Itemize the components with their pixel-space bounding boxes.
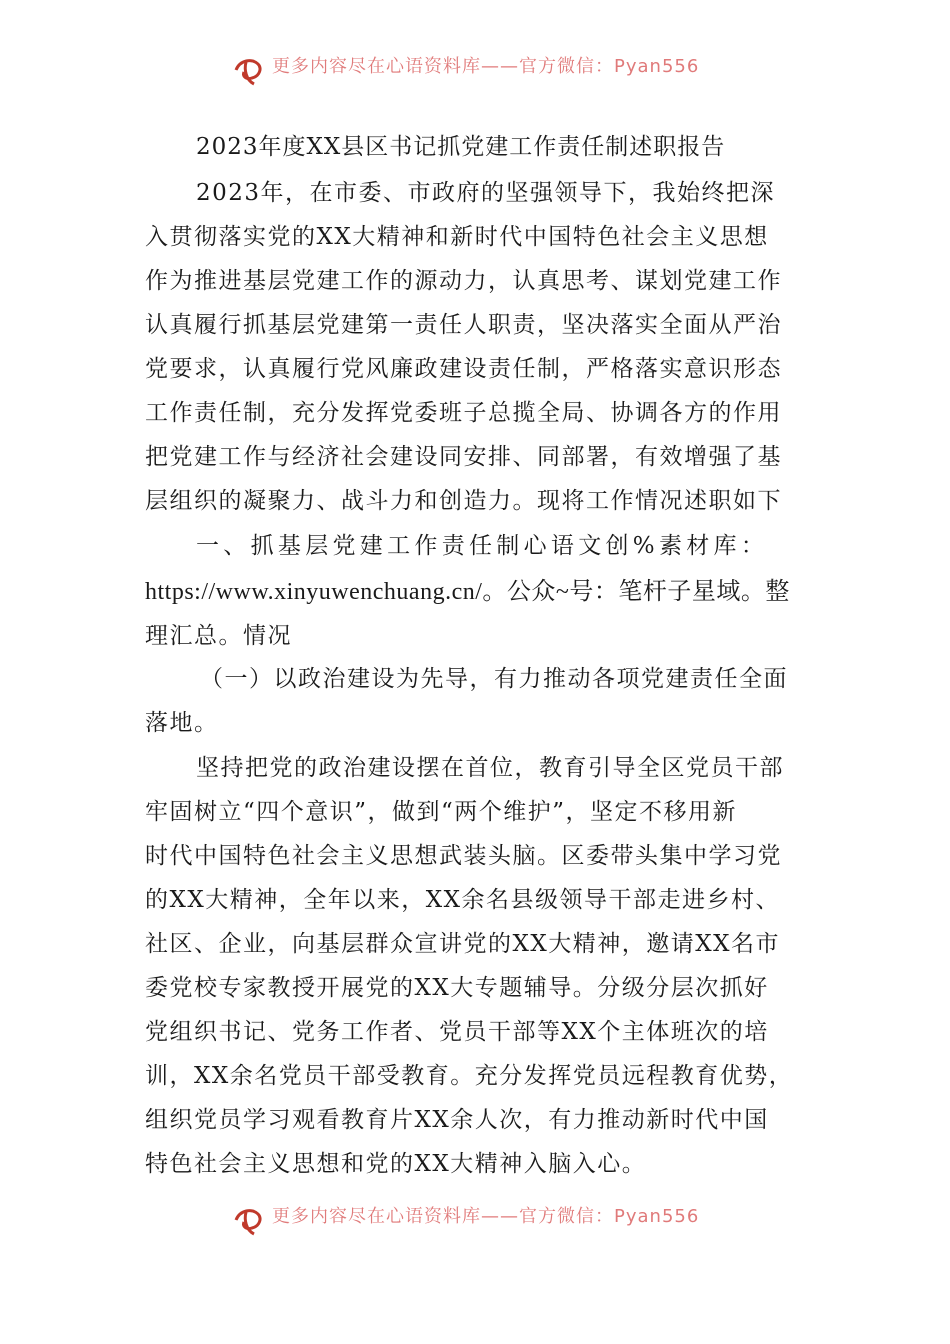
paragraph-line: 组织党员学习观看教育片XX余人次，有力推动新时代中国 xyxy=(145,1107,769,1133)
logo-icon xyxy=(232,56,266,86)
paragraph-line: 社区、企业，向基层群众宣讲党的XX大精神，邀请XX名市 xyxy=(145,931,780,957)
paragraph-line: 认真履行抓基层党建第一责任人职责，坚决落实全面从严治 xyxy=(145,312,782,338)
paragraph-line: 特色社会主义思想和党的XX大精神入脑入心。 xyxy=(145,1151,647,1177)
subsection-heading-line: 落地。 xyxy=(145,710,219,736)
document-title: 2023年度XX县区书记抓党建工作责任制述职报告 xyxy=(196,134,726,160)
paragraph-line: 时代中国特色社会主义思想武装头脑。区委带头集中学习党 xyxy=(145,843,782,869)
paragraph-line: 党要求，认真履行党风廉政建设责任制，严格落实意识形态 xyxy=(145,356,782,382)
watermark-text: 更多内容尽在心语资料库——官方微信：Pyan556 xyxy=(272,56,700,77)
paragraph-line: 作为推进基层党建工作的源动力，认真思考、谋划党建工作 xyxy=(145,268,782,294)
section-heading: 一、抓基层党建工作责任制心语文创%素材库： xyxy=(196,533,769,559)
section-heading-line: https://www.xinyuwenchuang.cn/。公众~号：笔杆子星域。整 xyxy=(145,579,790,605)
paragraph-line: 层组织的凝聚力、战斗力和创造力。现将工作情况述职如下 xyxy=(145,488,782,514)
logo-icon xyxy=(232,1206,266,1236)
footer-watermark xyxy=(232,1206,732,1236)
paragraph-line: 2023年，在市委、市政府的坚强领导下，我始终把深 xyxy=(196,180,776,206)
watermark-text: 更多内容尽在心语资料库——官方微信：Pyan556 xyxy=(272,1206,700,1227)
paragraph-line: 委党校专家教授开展党的XX大专题辅导。分级分层次抓好 xyxy=(145,975,769,1001)
paragraph-line: 党组织书记、党务工作者、党员干部等XX个主体班次的培 xyxy=(145,1019,769,1045)
header-watermark xyxy=(232,56,732,86)
paragraph-line: 训，XX余名党员干部受教育。充分发挥党员远程教育优势， xyxy=(145,1063,794,1089)
paragraph-line: 坚持把党的政治建设摆在首位，教育引导全区党员干部 xyxy=(196,755,784,781)
paragraph-line: 牢固树立“四个意识”，做到“两个维护”，坚定不移用新 xyxy=(145,799,738,825)
section-heading-line: 理汇总。情况 xyxy=(145,623,292,649)
subsection-heading: （一）以政治建设为先导，有力推动各项党建责任全面 xyxy=(200,666,788,692)
paragraph-line: 把党建工作与经济社会建设同安排、同部署，有效增强了基 xyxy=(145,444,782,470)
paragraph-line: 的XX大精神，全年以来，XX余名县级领导干部走进乡村、 xyxy=(145,887,780,913)
paragraph-line: 入贯彻落实党的XX大精神和新时代中国特色社会主义思想 xyxy=(145,224,769,250)
paragraph-line: 工作责任制，充分发挥党委班子总揽全局、协调各方的作用 xyxy=(145,400,782,426)
